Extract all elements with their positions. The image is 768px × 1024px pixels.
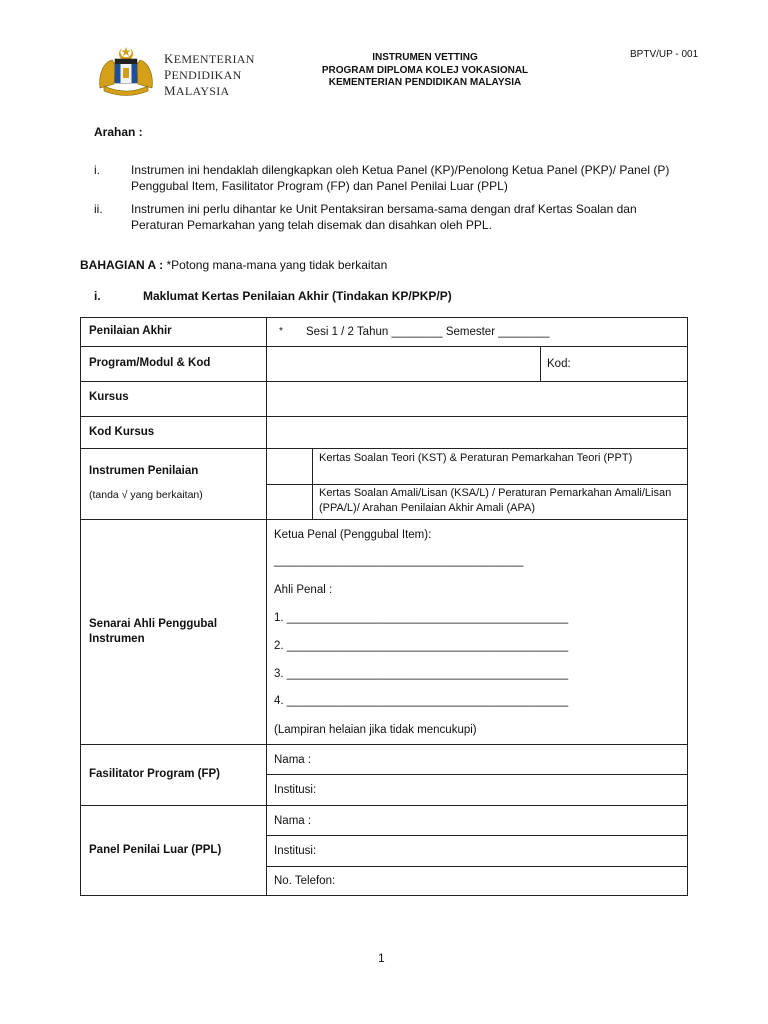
kod-kursus-label: Kod Kursus [89,426,155,438]
ministry-crest-logo [96,44,156,96]
ppl-institusi-field[interactable]: Institusi: [274,845,317,857]
sesi-tahun-semester-field[interactable]: Sesi 1 / 2 Tahun ________ Semester ________ [306,326,550,338]
document-title [250,52,600,90]
ketua-penal-label: Ketua Penal (Penggubal Item): [274,529,432,541]
ahli-penal-field-3[interactable]: 3. ____________________________________________ [274,668,569,680]
row-divider [80,519,688,520]
fp-institusi-field[interactable]: Institusi: [274,784,317,796]
row-divider [80,448,688,449]
section-title: Maklumat Kertas Penilaian Akhir (Tindakan KP/PKP/P) [143,289,452,303]
program-modul-field[interactable] [267,347,539,380]
instruction-item-1 [94,162,694,196]
bahagian-heading [80,258,387,272]
ppl-divider [266,835,688,836]
row-divider [80,805,688,806]
title-line-3: KEMENTERIAN PENDIDIKAN MALAYSIA [328,77,522,88]
kod-field[interactable]: Kod: [547,358,571,370]
title-line-1: INSTRUMEN VETTING [372,52,478,63]
ministry-line-3: MALAYSIA [164,83,230,98]
kod-divider [540,346,541,381]
instruction-item-2 [94,201,694,235]
ppl-telefon-field[interactable]: No. Telefon: [274,875,336,887]
kod-kursus-field[interactable] [267,417,687,447]
document-reference: BPTV/UP - 001 [630,49,699,60]
instrumen-penilaian-label: Instrumen Penilaian [89,465,199,477]
checkbox-ksa-ppa-apa[interactable] [267,485,311,518]
instrumen-penilaian-hint: (tanda √ yang berkaitan) [89,489,203,501]
ahli-penal-field-4[interactable]: 4. ____________________________________________ [274,695,569,707]
instruction-number: i. [94,163,100,177]
program-modul-kod-label: Program/Modul & Kod [89,357,211,369]
title-line-2: PROGRAM DIPLOMA KOLEJ VOKASIONAL [321,64,529,76]
fp-nama-field[interactable]: Nama : [274,754,312,766]
option-kst-ppt: Kertas Soalan Teori (KST) & Peraturan Pemarkahan Teori (PPT) [319,452,633,464]
ministry-line-2: PENDIDIKAN [164,67,242,82]
instruction-text: Instrumen ini hendaklah dilengkapkan oleh Ketua Panel (KP)/Penolong Ketua Panel (PKP)/ Panel (P) Penggubal Item, Fasilitator Program (FP) dan Panel Penilai Luar (PPL) [131,163,670,193]
penilaian-akhir-label: Penilaian Akhir [89,325,172,337]
ministry-name [164,51,255,99]
ahli-penal-field-1[interactable]: 1. ____________________________________________ [274,612,569,624]
ppl-divider [266,866,688,867]
kursus-field[interactable] [267,382,687,415]
ahli-penal-label: Ahli Penal : [274,584,333,596]
fasilitator-program-label: Fasilitator Program (FP) [89,768,220,780]
instruction-number: ii. [94,202,103,216]
row-divider [80,744,688,745]
option-ksa-ppa-apa: Kertas Soalan Amali/Lisan (KSA/L) / Peraturan Pemarkahan Amali/Lisan (PPA/L)/ Arahan Penilaian Akhir Amali (APA) [319,487,672,514]
checkbox-kst-ppt[interactable] [267,449,311,483]
fp-divider [266,774,688,775]
ministry-line-1: KEMENTERIAN [164,51,255,66]
lampiran-note: (Lampiran helaian jika tidak mencukupi) [274,724,477,736]
ketua-penal-field[interactable]: _______________________________________ [274,555,524,567]
arahan-heading: Arahan : [94,125,143,139]
senarai-ahli-label: Senarai Ahli Penggubal Instrumen [89,618,218,645]
panel-penilai-luar-label: Panel Penilai Luar (PPL) [89,844,222,856]
ppl-nama-field[interactable]: Nama : [274,815,312,827]
instruction-text: Instrumen ini perlu dihantar ke Unit Pentaksiran bersama-sama dengan draf Kertas Soalan dan Peraturan Pemarkahan yang telah disemak dan disahkan oleh PPL. [131,202,637,232]
bahagian-label: BAHAGIAN A : [80,258,164,272]
asterisk-marker: * [279,326,283,337]
kursus-label: Kursus [89,391,129,403]
section-number: i. [94,289,101,303]
page-number: 1 [378,951,385,965]
bahagian-note: *Potong mana-mana yang tidak berkaitan [163,258,388,272]
ahli-penal-field-2[interactable]: 2. ____________________________________________ [274,640,569,652]
option-divider [266,484,688,485]
